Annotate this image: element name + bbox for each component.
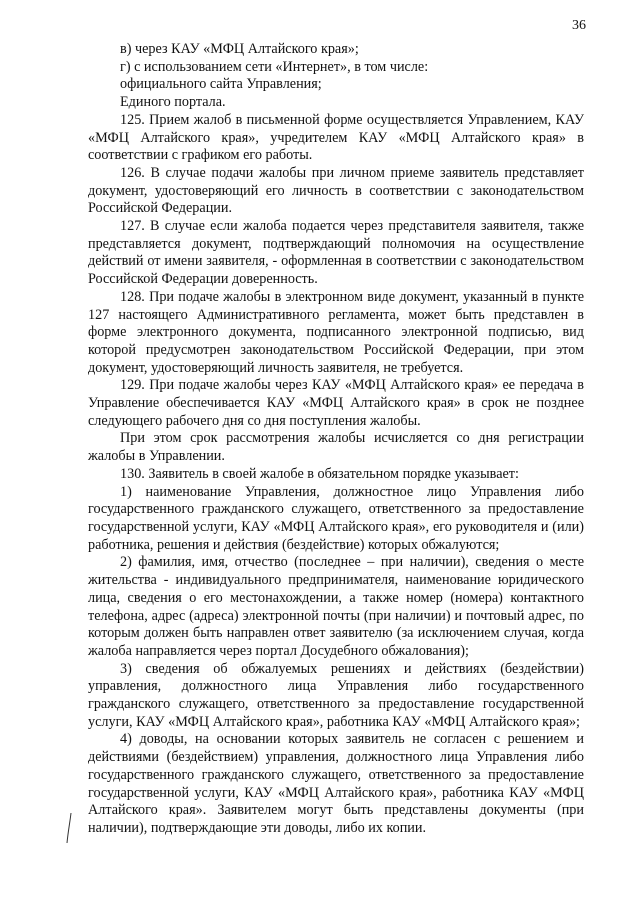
paragraph-129-term: При этом срок рассмотрения жалобы исчисляется со дня регистрации жалобы в Управлении. [88,430,584,465]
list-item-v: в) через КАУ «МФЦ Алтайского края»; [120,41,359,57]
page-number: 36 [572,18,586,33]
pen-mark [66,812,72,844]
paragraph-125: 125. Прием жалоб в письменной форме осуществляется Управлением, КАУ «МФЦ Алтайского края», учредителем КАУ «МФЦ Алтайского края» в соответствии с графиком его работы. [88,111,584,164]
paragraph-130-item-1: 1) наименование Управления, должностное лицо Управления либо государственного гражданского служащего, ответственного за предоставление государственной услуги, КАУ «МФЦ Алтайского края», его руководителя и (или) работника, решения и действия (бездействие) которых обжалуются; [88,483,584,553]
list-item-g: г) с использованием сети «Интернет», в том числе: [120,58,429,75]
paragraph-130-item-2: 2) фамилия, имя, отчество (последнее – при наличии), сведения о месте жительства - индивидуального предпринимателя, наименование юридического лица, сведения о его местонахождении, а также номер (номера) контактного телефона, адрес (адреса) электронной почты (при наличии) и почтовый адрес, по которым должен быть направлен ответ заявителю (за исключением случая, когда жалоба направляется через портал Досудебного обжалования); [88,554,584,659]
document-body [88,41,584,838]
paragraph-130-item-3: 3) сведения об обжалуемых решениях и действиях (бездействии) управления, должностного лица Управления либо государственного гражданского служащего, ответственного за предоставление государственной услуги, КАУ «МФЦ Алтайского края», работника КАУ «МФЦ Алтайского края»; [88,660,584,730]
list-subitem-portal: Единого портала. [120,94,226,111]
paragraph-130: 130. Заявитель в своей жалобе в обязательном порядке указывает: [120,465,519,482]
paragraph-128: 128. При подаче жалобы в электронном виде документ, указанный в пункте 127 настоящего Административного регламента, может быть представлен в форме электронного документа, подписанного электронной подписью, вид которой предусмотрен законодательством Российской Федерации, при этом документ, удостоверяющий личность заявителя, не требуется. [88,288,584,376]
paragraph-126: 126. В случае подачи жалобы при личном приеме заявитель представляет документ, удостоверяющий его личность в соответствии с законодательством Российской Федерации. [88,164,584,217]
paragraph-130-item-4: 4) доводы, на основании которых заявитель не согласен с решением и действиями (бездействием) управления, должностного лица Управления либо государственного гражданского служащего, ответственного за предоставление государственной услуги, КАУ «МФЦ Алтайского края», работника КАУ «МФЦ Алтайского края». Заявителем могут быть представлены документы (при наличии), подтверждающие эти доводы, либо их копии. [88,731,584,836]
paragraph-129: 129. При подаче жалобы через КАУ «МФЦ Алтайского края» ее передача в Управление обеспечивается КАУ «МФЦ Алтайского края» в срок не позднее следующего рабочего дня со дня поступления жалобы. [88,377,584,429]
list-subitem-site: официального сайта Управления; [120,76,322,93]
paragraph-127: 127. В случае если жалоба подается через представителя заявителя, также представляется документ, подтверждающий полномочия на осуществление действий от имени заявителя, - оформленная в соответствии с законодательством Российской Федерации доверенность. [88,218,584,288]
